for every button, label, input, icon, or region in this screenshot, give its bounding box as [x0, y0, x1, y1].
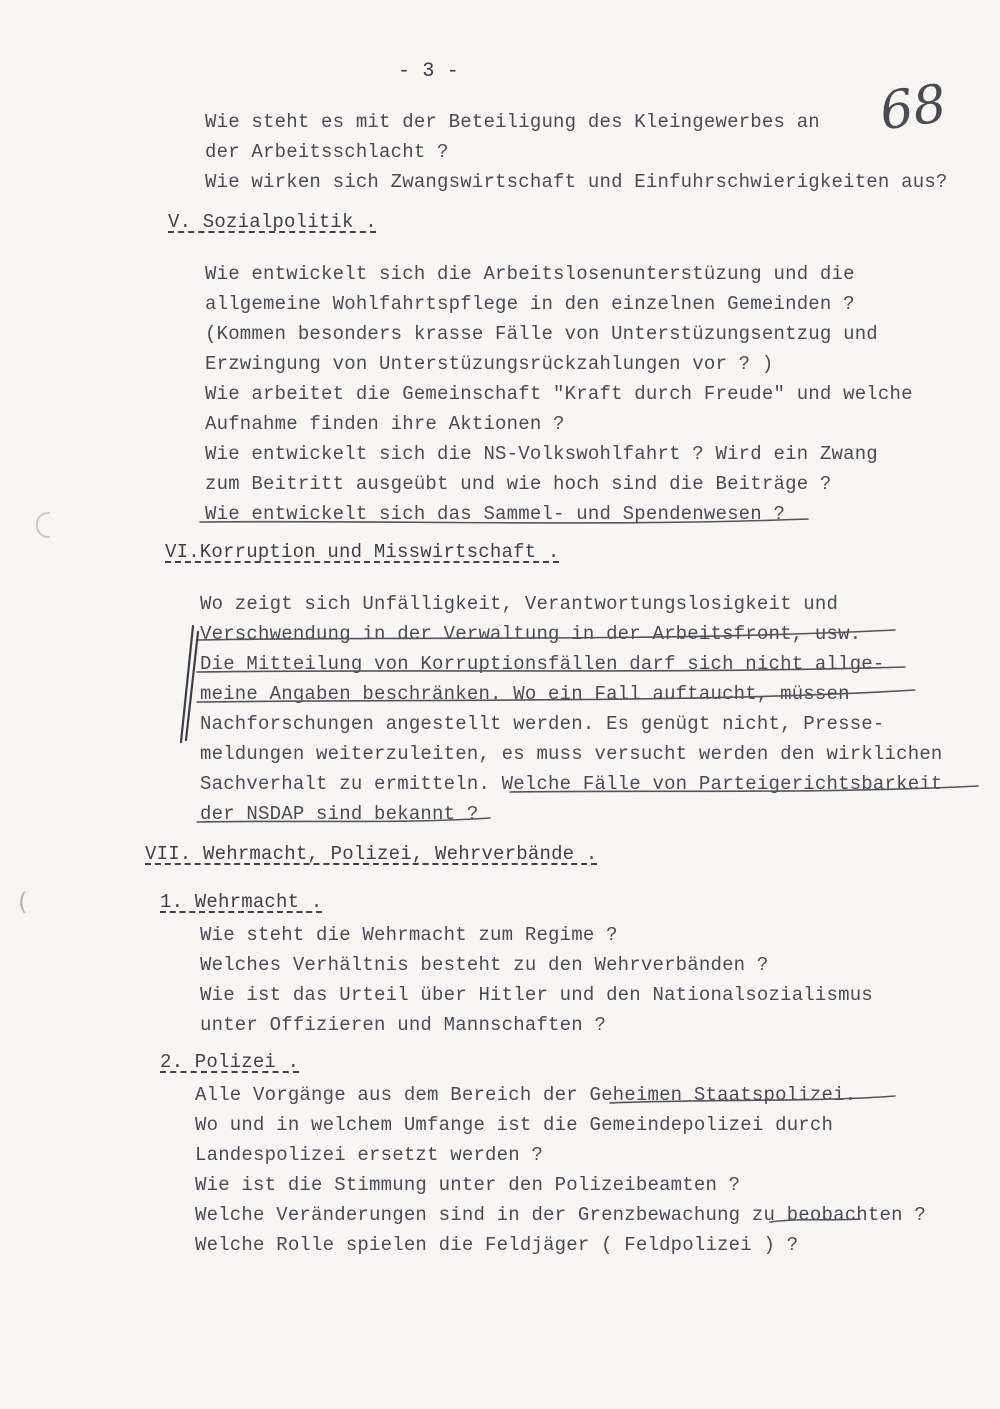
margin-mark: ( [18, 888, 28, 916]
text-line: Nachforschungen angestellt werden. Es genügt nicht, Presse- [200, 713, 885, 735]
text-line: Wie ist die Stimmung unter den Polizeibeamten ? [195, 1174, 741, 1196]
pencil-underline [197, 690, 915, 702]
pencil-underline [197, 818, 490, 822]
text-line: Landespolizei ersetzt werden ? [195, 1144, 544, 1166]
pencil-underline [197, 667, 905, 672]
text-line: Wie steht es mit der Beteiligung des Kleingewerbes an [205, 111, 820, 133]
text-line: Wie ist das Urteil über Hitler und den Nationalsozialismus [200, 984, 873, 1006]
section-heading: VII. Wehrmacht, Polizei, Wehrverbände . [145, 843, 598, 865]
page-number: - 3 - [398, 60, 460, 83]
text-line: Alle Vorgänge aus dem Bereich der Geheimen Staatspolizei. [195, 1084, 857, 1106]
text-line: unter Offizieren und Mannschaften ? [200, 1014, 607, 1036]
text-line: Welche Veränderungen sind in der Grenzbewachung zu beobachten ? [195, 1204, 926, 1226]
text-line: Wie entwickelt sich die NS-Volkswohlfahrt ? Wird ein Zwang [205, 443, 878, 465]
pencil-underline [510, 786, 978, 792]
pencil-underline [200, 519, 808, 523]
text-line: Sachverhalt zu ermitteln. Welche Fälle von Parteigerichtsbarkeit [200, 773, 943, 795]
section-heading: VI.Korruption und Misswirtschaft . [165, 541, 560, 563]
pencil-underline [610, 1096, 895, 1103]
text-line: Wie entwickelt sich die Arbeitslosenunterstüzung und die [205, 263, 855, 285]
text-line: Welches Verhältnis besteht zu den Wehrverbänden ? [200, 954, 769, 976]
text-line: Wo und in welchem Umfange ist die Gemeindepolizei durch [195, 1114, 834, 1136]
text-line: der NSDAP sind bekannt ? [200, 803, 479, 825]
text-line: Wie arbeitet die Gemeinschaft "Kraft durch Freude" und welche [205, 383, 913, 405]
text-line: Wie wirken sich Zwangswirtschaft und Einfuhrschwierigkeiten aus? [205, 171, 948, 193]
pencil-underline [197, 630, 895, 640]
text-line: Verschwendung in der Verwaltung in der Arbeitsfront, usw. [200, 623, 862, 645]
text-line: meine Angaben beschränken. Wo ein Fall auftaucht, müssen [200, 683, 850, 705]
text-line: Wie steht die Wehrmacht zum Regime ? [200, 924, 618, 946]
text-line: Die Mitteilung von Korruptionsfällen darf sich nicht allge- [200, 653, 885, 675]
subsection-heading: 2. Polizei . [160, 1051, 300, 1073]
pencil-underline [770, 1219, 860, 1222]
text-line: Wie entwickelt sich das Sammel- und Spendenwesen ? [205, 503, 786, 525]
text-line: allgemeine Wohlfahrtspflege in den einzelnen Gemeinden ? [205, 293, 855, 315]
text-line: Erzwingung von Unterstüzungsrückzahlungen vor ? ) [205, 353, 774, 375]
text-line: Aufnahme finden ihre Aktionen ? [205, 413, 565, 435]
handwritten-folio-number: 68 [876, 73, 951, 143]
text-line: zum Beitritt ausgeübt und wie hoch sind die Beiträge ? [205, 473, 832, 495]
text-line: Wo zeigt sich Unfälligkeit, Verantwortungslosigkeit und [200, 593, 839, 615]
section-heading: V. Sozialpolitik . [168, 211, 377, 233]
text-line: der Arbeitsschlacht ? [205, 141, 449, 163]
text-line: (Kommen besonders krasse Fälle von Unterstüzungsentzug und [205, 323, 878, 345]
text-line: Welche Rolle spielen die Feldjäger ( Feldpolizei ) ? [195, 1234, 799, 1256]
subsection-heading: 1. Wehrmacht . [160, 891, 323, 913]
text-line: meldungen weiterzuleiten, es muss versucht werden den wirklichen [200, 743, 943, 765]
